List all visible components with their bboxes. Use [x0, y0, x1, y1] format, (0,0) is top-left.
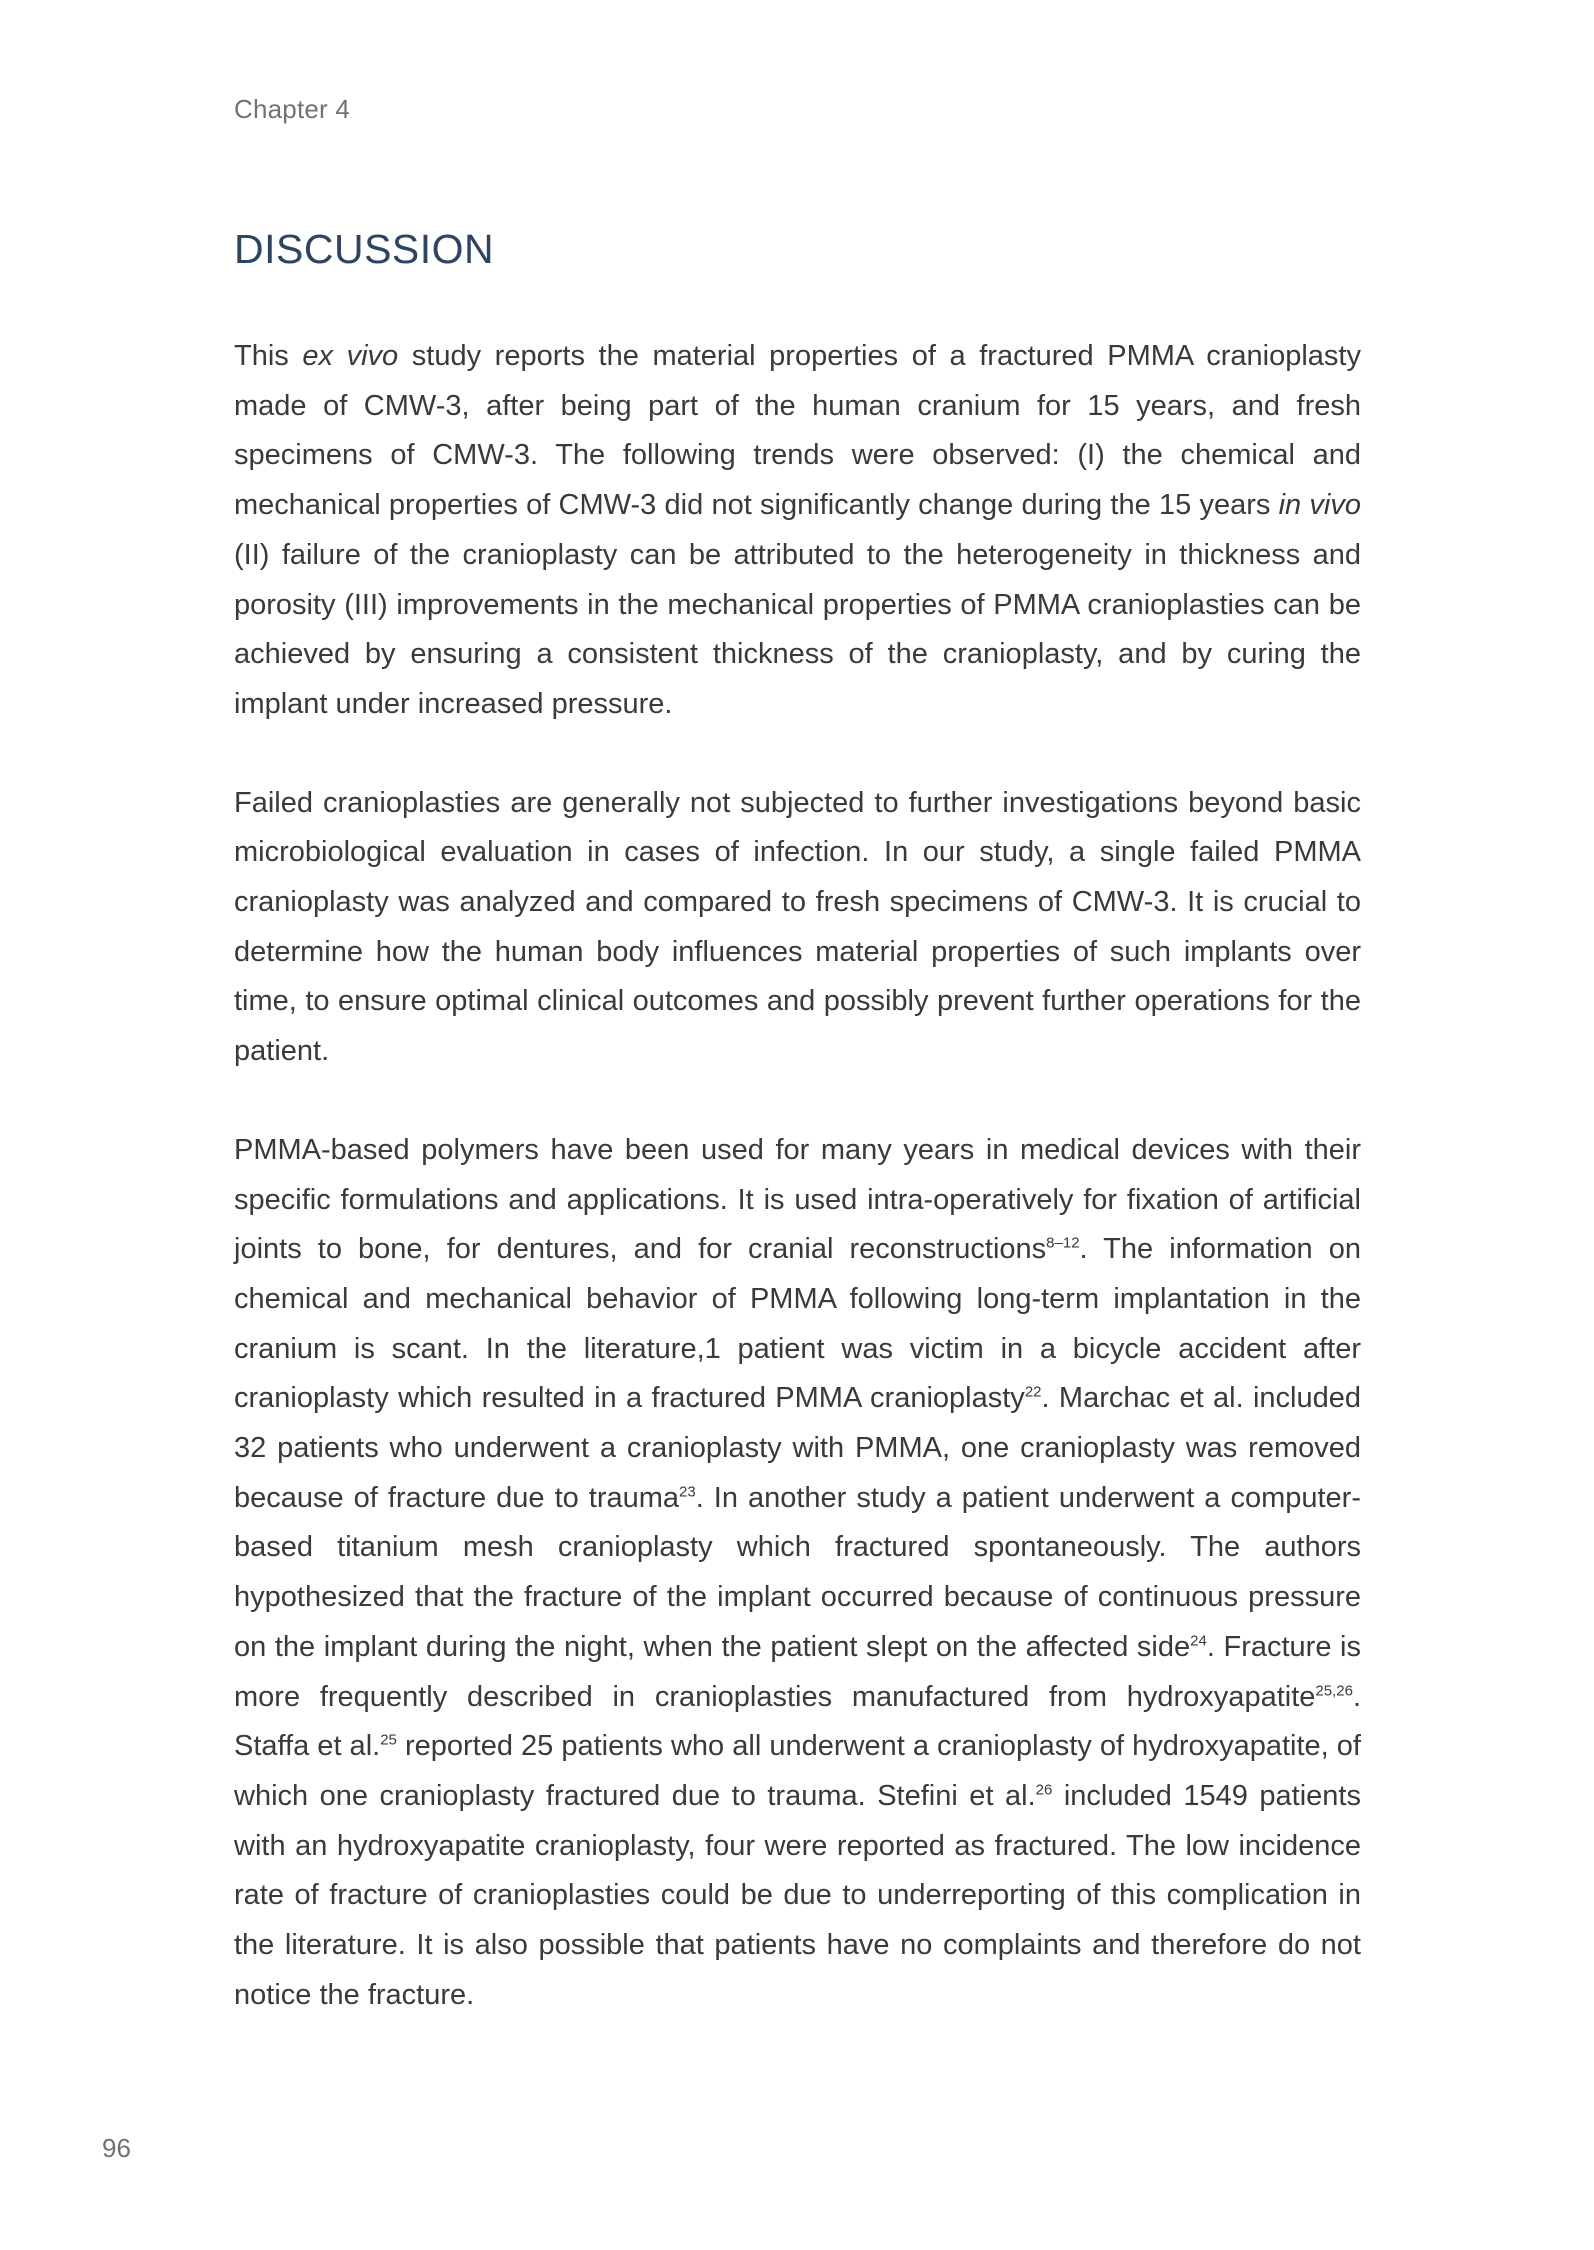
citation-superscript: 8–12: [1046, 1234, 1080, 1252]
citation-superscript: 22: [1024, 1383, 1042, 1401]
paragraph-1-text: This: [234, 340, 303, 372]
paragraph-1-text: study reports the material properties of a fractured PMMA cranioplasty made of CMW-3, after being part of the human cranium for 15 years, and fresh specimens of CMW-3. The following trends were observed: (I) the chemical and mechanical properties of CMW-3 did not significantly change during the 15 years: [234, 340, 1361, 522]
paragraph-1-italic-term: in vivo: [1278, 489, 1361, 522]
citation-superscript: 25,26: [1315, 1681, 1353, 1699]
paragraph-3-text: . Marchac et al. included 32 patients who underwent a cranioplasty with PMMA, one cranioplasty was removed because of fracture due to trauma: [234, 1382, 1362, 1514]
paragraph-3: [234, 1126, 1361, 2021]
citation-superscript: 23: [679, 1483, 696, 1501]
citation-superscript: 24: [1190, 1632, 1207, 1650]
paragraph-1-italic-term: ex vivo: [302, 340, 399, 372]
running-header: Chapter 4: [234, 94, 350, 124]
paragraph-3-text: PMMA-based polymers have been used for many years in medical devices with their specific formulations and applications. It is used intra-operatively for fixation of artificial joints to bone, for dentures, and for cranial reconstructions: [234, 1133, 1361, 1266]
citation-superscript: 26: [1035, 1781, 1053, 1799]
paragraph-1-text: (II) failure of the cranioplasty can be attributed to the heterogeneity in thickness and porosity (III) improvements in the mechanical properties of PMMA cranioplasties can be achieved by ensuring a consistent thickness of the cranioplasty, and by curing the implant under increased pressure.: [234, 538, 1361, 720]
paragraph-3-text: reported 25 patients who all underwent a cranioplasty of hydroxyapatite, of which one cranioplasty fractured due to trauma. Stefini et al.: [234, 1730, 1361, 1812]
paragraph-1: [234, 332, 1361, 730]
paragraph-3-text: . In another study a patient underwent a computer-based titanium mesh cranioplasty which fractured spontaneously. The authors hypothesized that the fracture of the implant occurred because of continuous pressure on the implant during the night, when the patient slept on the affected side: [234, 1481, 1361, 1663]
body-text: [234, 332, 1361, 2070]
paragraph-3-text: . Staffa et al.: [234, 1680, 1361, 1763]
paragraph-3-text: included 1549 patients with an hydroxyapatite cranioplasty, four were reported as fractured. The low incidence rate of fracture of cranioplasties could be due to underreporting of this complication in the literature. It is also possible that patients have no complaints and therefore do not notice the fracture.: [234, 1779, 1361, 2011]
citation-superscript: 25: [380, 1731, 397, 1749]
section-heading: DISCUSSION: [234, 226, 495, 272]
paragraph-2: Failed cranioplasties are generally not subjected to further investigations beyond basic microbiological evaluation in cases of infection. In our study, a single failed PMMA cranioplasty was analyzed and compared to fresh specimens of CMW-3. It is crucial to determine how the human body influences material properties of such implants over time, to ensure optimal clinical outcomes and possibly prevent further operations for the patient.: [234, 786, 1361, 1068]
paragraph-3-text: . Fracture is more frequently described in cranioplasties manufactured from hydroxyapatite: [234, 1630, 1361, 1713]
page-number: 96: [102, 2133, 131, 2163]
paragraph-3-text: . The information on chemical and mechanical behavior of PMMA following long-term implantation in the cranium is scant. In the literature,1 patient was victim in a bicycle accident after cranioplasty which resulted in a fractured PMMA cranioplasty: [234, 1233, 1362, 1415]
